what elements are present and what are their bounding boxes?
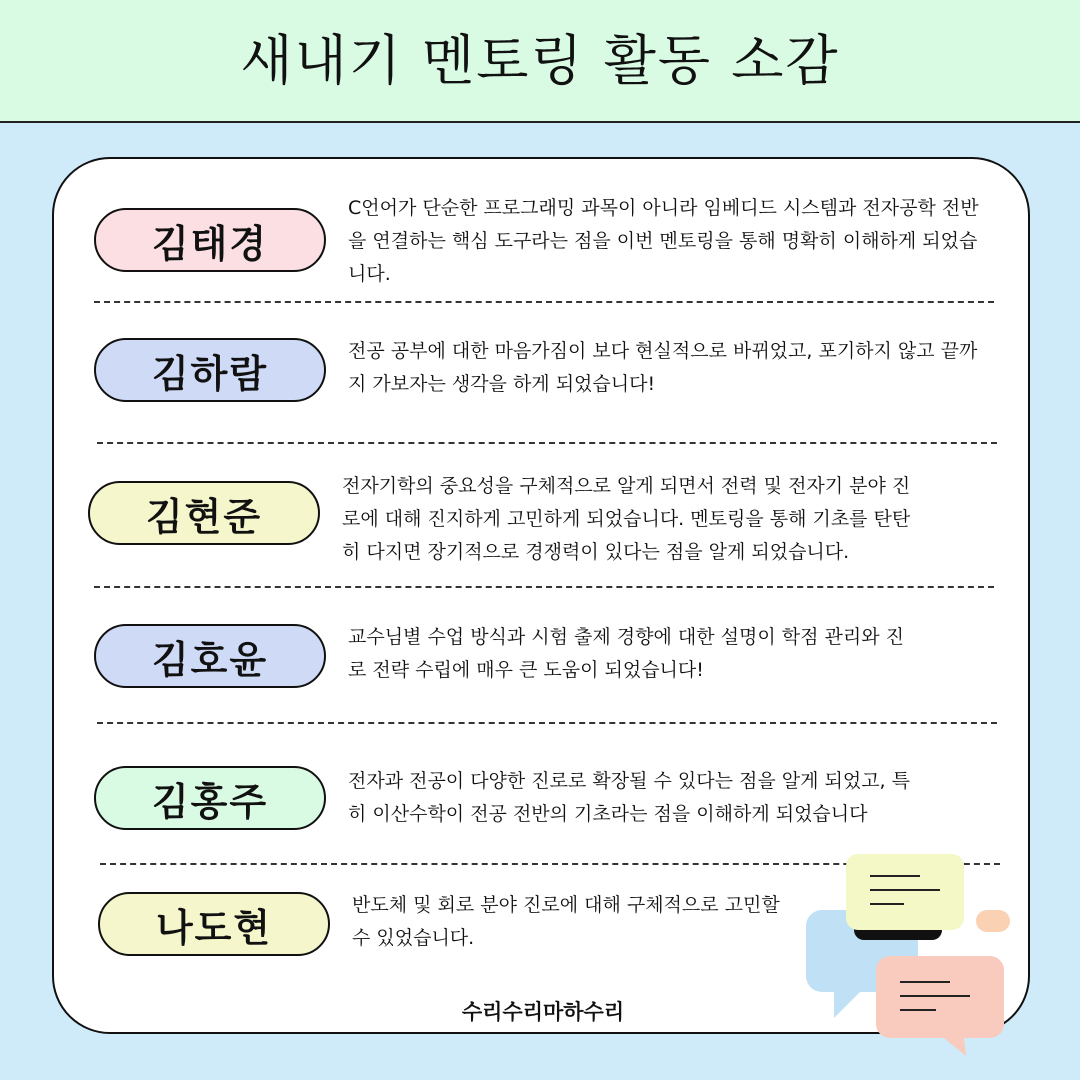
mentee-name-pill: 김홍주 bbox=[94, 766, 326, 830]
mentee-comment: 전자과 전공이 다양한 진로로 확장될 수 있다는 점을 알게 되었고, 특히 이산수학이 전공 전반의 기초라는 점을 이해하게 되었습니다 bbox=[348, 770, 910, 825]
mentee-name-pill: 나도현 bbox=[98, 892, 330, 956]
page-title: 새내기 멘토링 활동 소감 bbox=[240, 29, 840, 92]
mentee-name-pill: 김하람 bbox=[94, 338, 326, 402]
mentee-name-pill: 김현준 bbox=[88, 481, 320, 545]
mentee-comment: C언어가 단순한 프로그래밍 과목이 아니라 임베디드 시스템과 전자공학 전반을 연결하는 핵심 도구라는 점을 이번 멘토링을 통해 명확히 이해하게 되었습니다. bbox=[348, 197, 979, 285]
dashed-divider bbox=[94, 301, 994, 303]
header-banner bbox=[0, 0, 1080, 123]
mentee-comment: 전자기학의 중요성을 구체적으로 알게 되면서 전력 및 전자기 분야 진로에 대해 진지하게 고민하게 되었습니다. 멘토링을 통해 기초를 탄탄히 다지면 장기적으로 경쟁력이 있다는 점을 알게 되었습니다. bbox=[342, 475, 911, 563]
mentee-comment: 교수님별 수업 방식과 시험 출제 경향에 대한 설명이 학점 관리와 진로 전략 수립에 매우 큰 도움이 되었습니다! bbox=[348, 626, 904, 681]
mentee-comment: 전공 공부에 대한 마음가짐이 보다 현실적으로 바뀌었고, 포기하지 않고 끝까지 가보자는 생각을 하게 되었습니다! bbox=[348, 340, 978, 395]
mentee-name-pill: 김호윤 bbox=[94, 624, 326, 688]
chat-bubbles-icon bbox=[800, 850, 1020, 1060]
footer-credit: 수리수리마하수리 bbox=[461, 1000, 625, 1024]
dashed-divider bbox=[94, 586, 994, 588]
mentee-name-pill: 김태경 bbox=[94, 208, 326, 272]
dashed-divider bbox=[97, 442, 997, 444]
mentee-comment: 반도체 및 회로 분야 진로에 대해 구체적으로 고민할 수 있었습니다. bbox=[352, 894, 780, 949]
dashed-divider bbox=[97, 722, 997, 724]
